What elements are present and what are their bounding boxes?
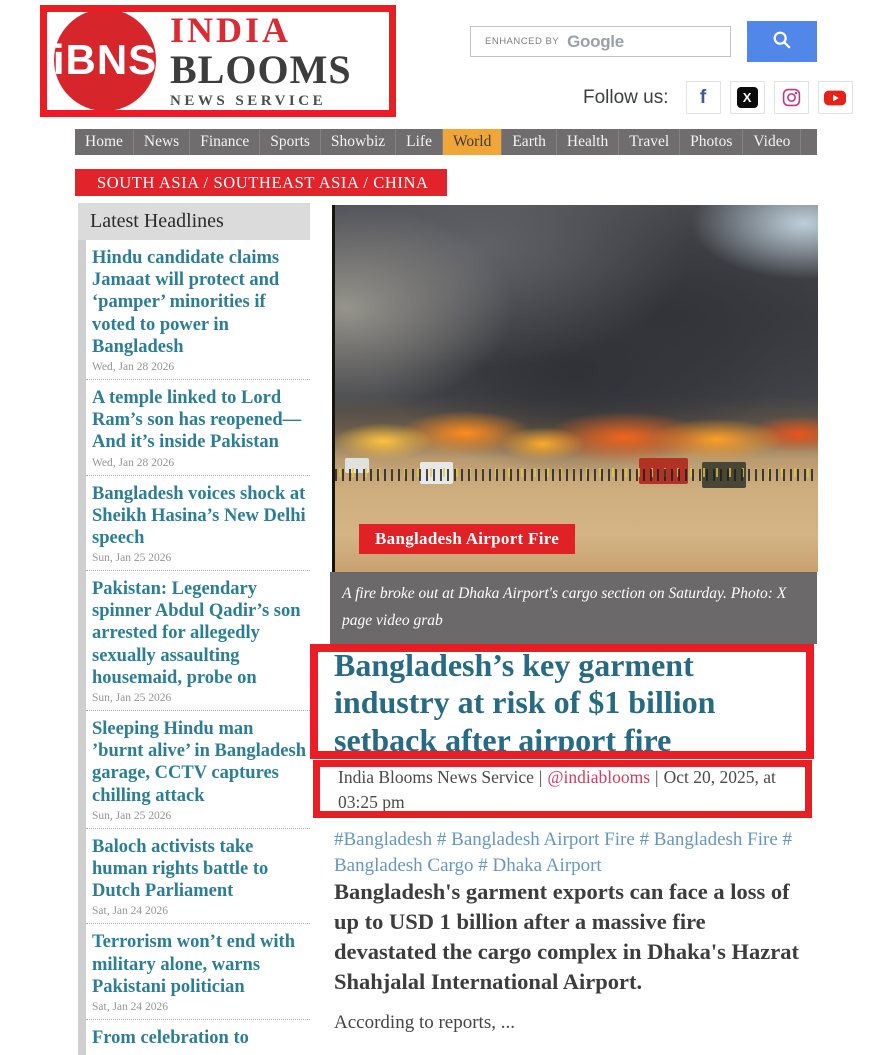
search-input[interactable]	[470, 26, 731, 57]
main-nav	[75, 129, 817, 155]
headline-item[interactable]: A temple linked to Lord Ram’s son has reopened—And it’s inside Pakistan Wed, Jan 28 2026	[86, 380, 310, 476]
nav-item-travel[interactable]: Travel	[619, 129, 680, 155]
article-headline: Bangladesh’s key garment industry at risk of $1 billion setback after airport fire	[334, 647, 716, 758]
youtube-icon[interactable]	[818, 81, 853, 114]
x-twitter-icon[interactable]: X	[730, 81, 765, 114]
headline-list	[78, 240, 310, 1055]
logo-title-bottom: BLOOMS	[170, 46, 352, 92]
article-main	[330, 205, 817, 1033]
nav-item-news[interactable]: News	[134, 129, 190, 155]
fire-flames-shape	[335, 411, 818, 466]
article-byline	[338, 765, 810, 816]
search-placeholder-prefix: ENHANCED BY	[485, 36, 560, 47]
logo-inner	[54, 9, 352, 111]
article-hashtags[interactable]: #Bangladesh # Bangladesh Airport Fire # Bangladesh Fire # Bangladesh Cargo # Dhaka Airport	[334, 829, 793, 876]
headline-date: Wed, Jan 28 2026	[92, 456, 175, 469]
headline-date: Sun, Jan 25 2026	[92, 809, 172, 822]
nav-item-sports[interactable]: Sports	[260, 129, 321, 155]
byline-separator: |	[538, 767, 543, 787]
headline-item[interactable]: From celebration to	[92, 1027, 249, 1048]
nav-item-life[interactable]: Life	[396, 129, 443, 155]
nav-item-earth[interactable]: Earth	[502, 129, 557, 155]
byline-source: India Blooms News Service	[338, 767, 534, 787]
nav-item-health[interactable]: Health	[557, 129, 619, 155]
category-banner[interactable]: SOUTH ASIA / SOUTHEAST ASIA / CHINA	[75, 169, 447, 196]
search-icon	[771, 29, 793, 54]
headline-item[interactable]: Sleeping Hindu man ’burnt alive’ in Bangladesh garage, CCTV captures chilling attack Sun, Jan 25 2026	[86, 711, 310, 829]
latest-headlines-sidebar	[78, 203, 310, 1055]
image-caption: A fire broke out at Dhaka Airport's cargo section on Saturday. Photo: X page video grab	[330, 572, 817, 644]
headline-date: Sun, Jan 25 2026	[92, 692, 172, 704]
nav-item-finance[interactable]: Finance	[190, 129, 260, 155]
headline-date: Sat, Jan 24 2026	[92, 905, 169, 918]
logo-title-top: INDIA	[170, 9, 292, 50]
headline-item[interactable]: Baloch activists take human rights battle to Dutch Parliament Sat, Jan 24 2026	[86, 829, 310, 925]
nav-item-home[interactable]: Home	[75, 129, 134, 155]
facebook-icon[interactable]: f	[686, 81, 721, 114]
article-lead-paragraph: Bangladesh's garment exports can face a loss of up to USD 1 billion after a massive fire devastated the cargo complex in Dhaka's Hazrat Shahjalal International Airport.	[334, 879, 799, 994]
site-logo[interactable]	[40, 5, 382, 109]
crowd-shape	[335, 466, 818, 486]
logo-subtitle: NEWS SERVICE	[170, 92, 327, 109]
headline-date: Sun, Jan 25 2026	[92, 552, 172, 565]
google-brand-label: Google	[567, 31, 624, 51]
nav-item-world[interactable]: World	[443, 129, 502, 155]
article-hero-image	[332, 205, 818, 572]
byline-handle-link[interactable]: @indiablooms	[547, 767, 651, 787]
headline-date: Wed, Jan 28 2026	[92, 360, 175, 373]
headline-item[interactable]: Bangladesh voices shock at Sheikh Hasina’s New Delhi speech Sun, Jan 25 2026	[86, 476, 310, 572]
search-button[interactable]	[747, 21, 817, 62]
headline-item[interactable]: Hindu candidate claims Jamaat will protect and ‘pamper’ minorities if voted to power in Bangladesh Wed, Jan 28 2026	[86, 240, 310, 380]
headline-date: Sat, Jan 24 2026	[92, 1000, 169, 1013]
headline-item[interactable]: Terrorism won’t end with military alone, warns Pakistani politician Sat, Jan 24 2026	[86, 924, 310, 1020]
byline-datetime: Oct 20, 2025, at 03:25 pm	[338, 767, 776, 813]
byline-separator: |	[655, 767, 659, 787]
image-tag-badge: Bangladesh Airport Fire	[359, 524, 575, 554]
nav-item-video[interactable]: Video	[743, 129, 801, 155]
logo-text	[170, 9, 352, 109]
body-partial-line: According to reports, ...	[334, 1012, 515, 1033]
headline-item[interactable]: Pakistan: Legendary spinner Abdul Qadir’s son arrested for allegedly sexually assaulting housemaid, probe on Sun, Jan 25 2026	[86, 571, 310, 711]
ibns-logo-icon: iBNS	[54, 9, 156, 111]
sidebar-title: Latest Headlines	[78, 203, 310, 240]
nav-item-photos[interactable]: Photos	[680, 129, 743, 155]
follow-us-bar	[583, 81, 853, 114]
nav-item-showbiz[interactable]: Showbiz	[321, 129, 396, 155]
follow-us-label: Follow us:	[583, 86, 669, 108]
instagram-icon[interactable]	[774, 81, 809, 114]
